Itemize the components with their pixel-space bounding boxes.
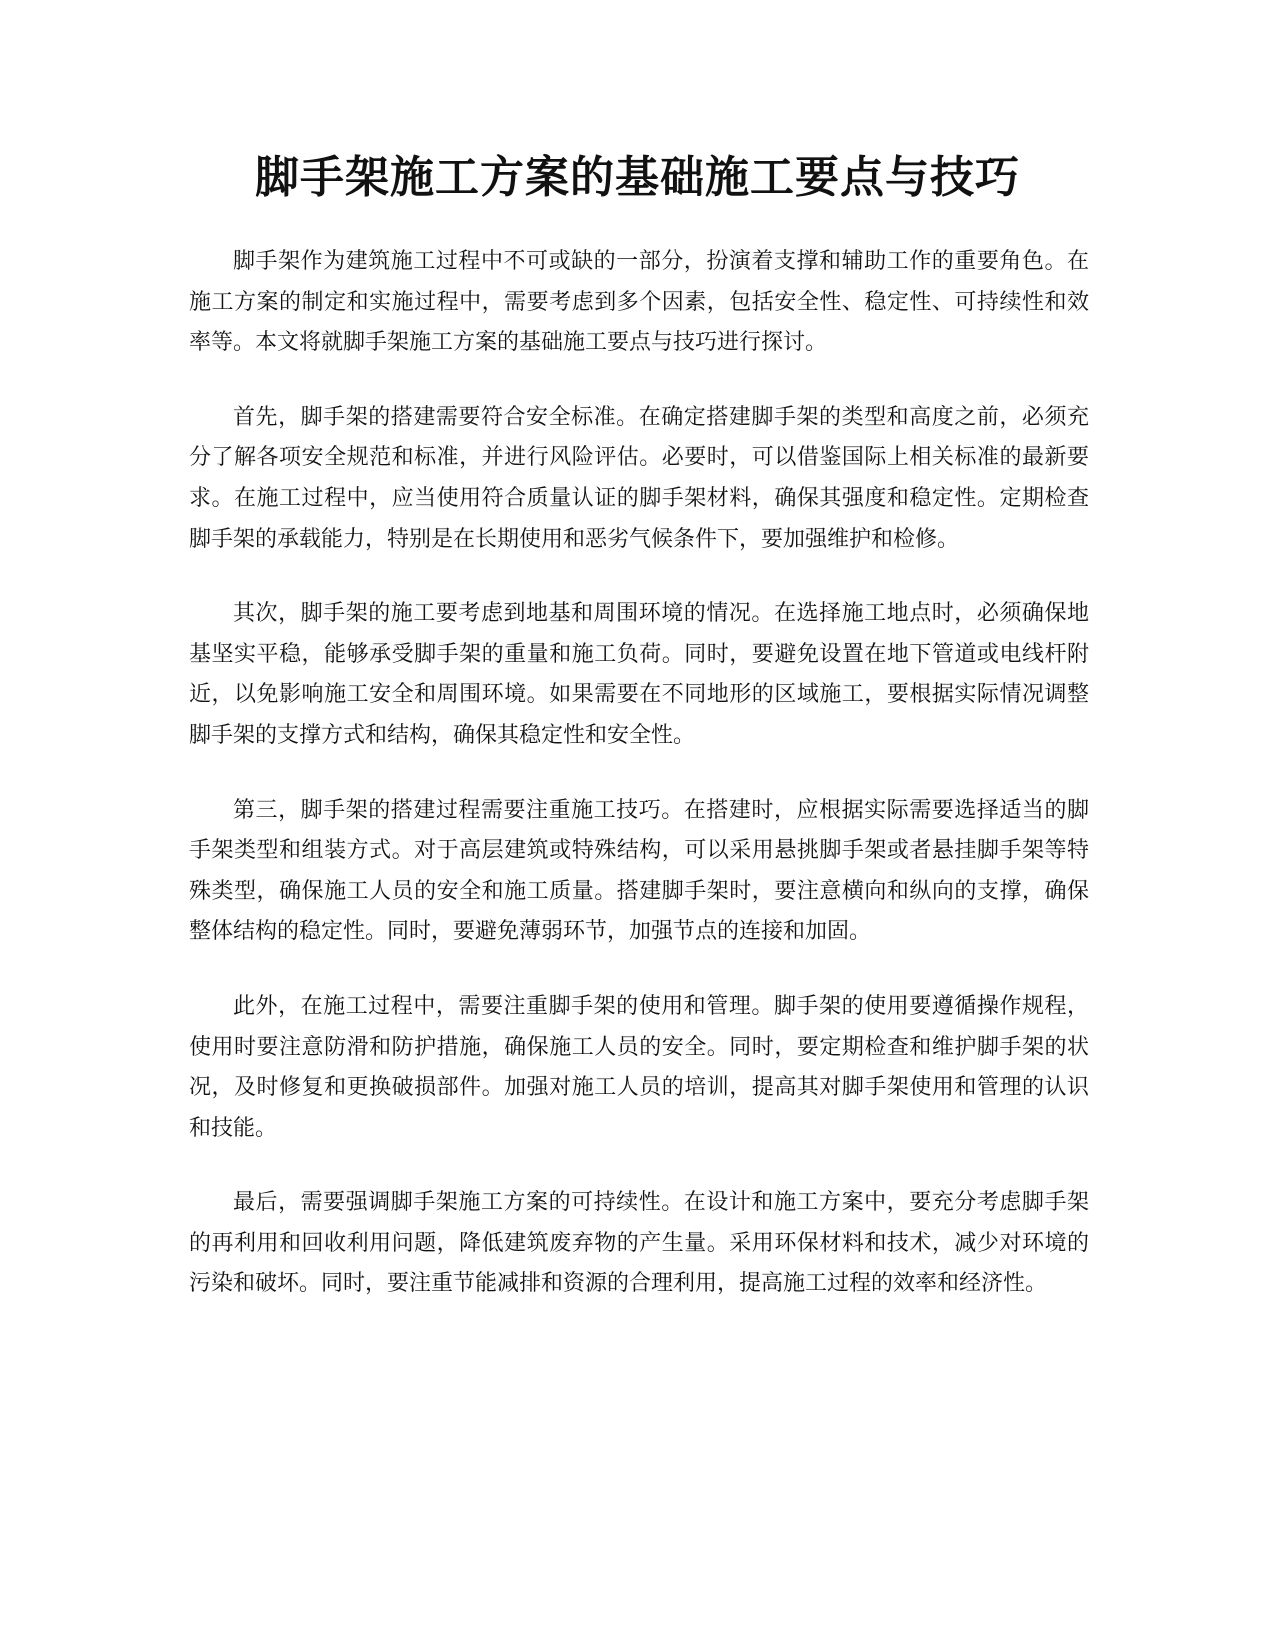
document-title: 脚手架施工方案的基础施工要点与技巧 bbox=[255, 152, 1020, 203]
paragraph-safety-standards: 首先，脚手架的搭建需要符合安全标准。在确定搭建脚手架的类型和高度之前，必须充分了解各项安全规范和标准，并进行风险评估。必要时，可以借鉴国际上相关标准的最新要求。在施工过程中，应当使用符合质量认证的脚手架材料，确保其强度和稳定性。定期检查脚手架的承载能力，特别是在长期使用和恶劣气候条件下，要加强维护和检修。 bbox=[189, 404, 1089, 552]
paragraph-sustainability: 最后，需要强调脚手架施工方案的可持续性。在设计和施工方案中，要充分考虑脚手架的再利用和回收利用问题，降低建筑废弃物的产生量。采用环保材料和技术，减少对环境的污染和破坏。同时，要注重节能减排和资源的合理利用，提高施工过程的效率和经济性。 bbox=[189, 1190, 1089, 1297]
document-body bbox=[189, 242, 1089, 1339]
paragraph-intro: 脚手架作为建筑施工过程中不可或缺的一部分，扮演着支撑和辅助工作的重要角色。在施工方案的制定和实施过程中，需要考虑到多个因素，包括安全性、稳定性、可持续性和效率等。本文将就脚手架施工方案的基础施工要点与技巧进行探讨。 bbox=[189, 249, 1089, 356]
paragraph-foundation-environment: 其次，脚手架的施工要考虑到地基和周围环境的情况。在选择施工地点时，必须确保地基坚实平稳，能够承受脚手架的重量和施工负荷。同时，要避免设置在地下管道或电线杆附近，以免影响施工安全和周围环境。如果需要在不同地形的区域施工，要根据实际情况调整脚手架的支撑方式和结构，确保其稳定性和安全性。 bbox=[189, 601, 1089, 748]
paragraph-use-management: 此外，在施工过程中，需要注重脚手架的使用和管理。脚手架的使用要遵循操作规程，使用时要注意防滑和防护措施，确保施工人员的安全。同时，要定期检查和维护脚手架的状况，及时修复和更换破损部件。加强对施工人员的培训，提高其对脚手架使用和管理的认识和技能。 bbox=[189, 993, 1089, 1141]
paragraph-construction-techniques: 第三，脚手架的搭建过程需要注重施工技巧。在搭建时，应根据实际需要选择适当的脚手架类型和组装方式。对于高层建筑或特殊结构，可以采用悬挑脚手架或者悬挂脚手架等特殊类型，确保施工人员的安全和施工质量。搭建脚手架时，要注意横向和纵向的支撑，确保整体结构的稳定性。同时，要避免薄弱环节，加强节点的连接和加固。 bbox=[189, 797, 1089, 945]
